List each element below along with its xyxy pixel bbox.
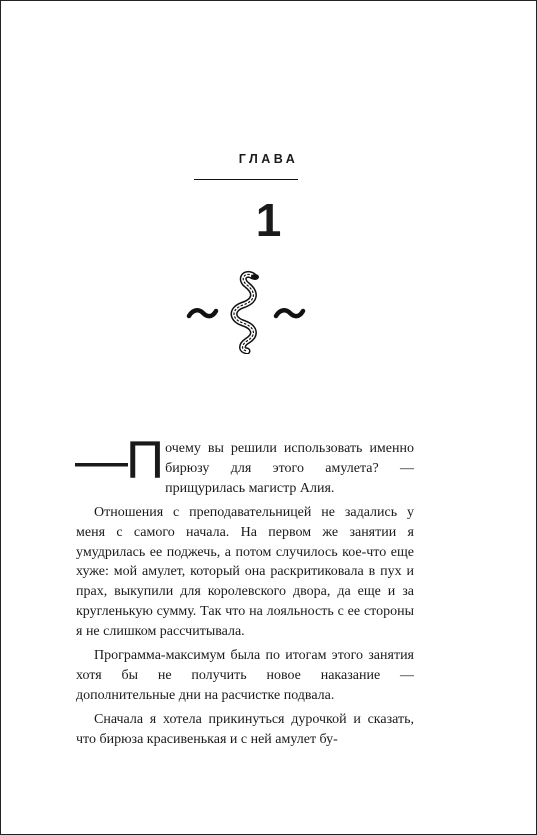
snake-ornament-icon (181, 269, 311, 354)
paragraph-2: Отношения с преподавательницей не задались у меня с самого начала. На первом же занятии я умудрилась ее поджечь, а потом случилось кое-что еще хуже: мой амулет, который она раскритиковала в пух и прах, выкупили для королевского двора, да еще и за кругленькую сумму. Так что на лояльность с ее стороны я не слишком рассчитывала. (76, 504, 414, 639)
chapter-text (75, 431, 414, 750)
paragraph-3: Программа-максимум была по итогам этого занятия хотя бы не получить новое наказание — дополнительные дни на расчистке подвала. (76, 648, 414, 703)
drop-cap: —П (75, 431, 163, 490)
paragraph-1 (75, 431, 414, 498)
chapter-rule (194, 179, 298, 180)
paragraph-4: Сначала я хотела прикинуться дурочкой и сказать, что бирюза красивенькая и с ней амулет бу- (76, 712, 414, 747)
chapter-number: 1 (255, 194, 282, 246)
chapter-label: ГЛАВА (238, 152, 299, 166)
paragraph-1-text: очему вы решили использовать именно бирюзу для этого амулета? — прищурилась магистр Алия. (165, 441, 414, 496)
